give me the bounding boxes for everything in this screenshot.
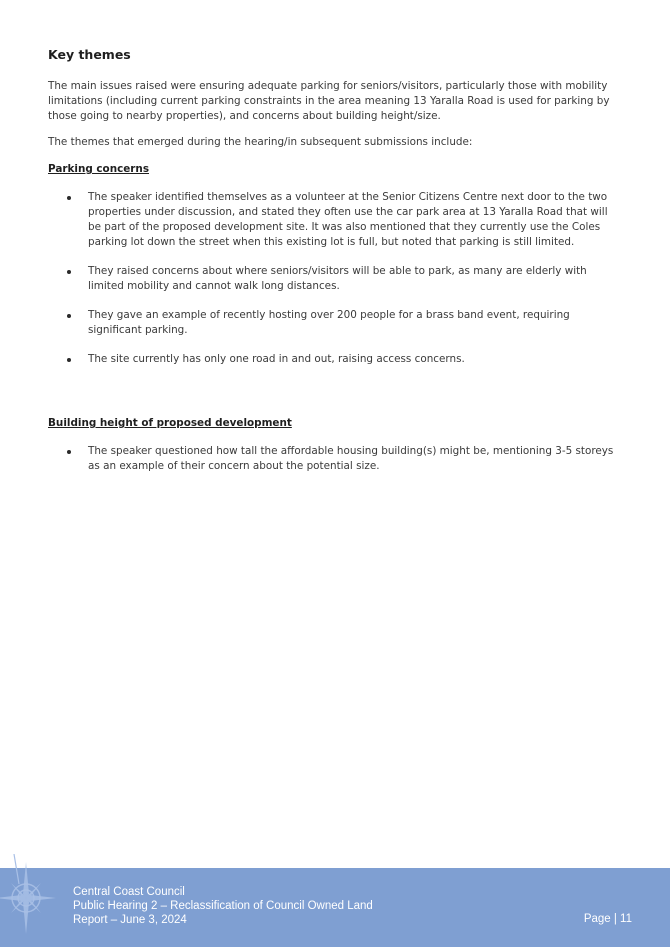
list-item-text: They raised concerns about where seniors/visitors will be able to park, as many are elderly with limited mobility and cannot walk long distances. [88, 265, 587, 292]
section-heading-building-height: Building height of proposed development [48, 417, 292, 429]
footer-organisation: Central Coast Council [73, 886, 185, 898]
list-item-text: The speaker identified themselves as a volunteer at the Senior Citizens Centre next door to the two properties under discussion, and stated they often use the car park area at 13 Yaralla Road that will be part of the proposed development site. It was also mentioned that they currently use the Coles parking lot down the street when this existing lot is full, but noted that parking is still limited. [88, 191, 608, 248]
page-title: Key themes [48, 47, 131, 62]
parking-bullet-list [0, 190, 670, 381]
list-item [0, 352, 618, 367]
building-height-bullet-list [0, 444, 670, 488]
footer-subtitle: Public Hearing 2 – Reclassification of Council Owned Land [73, 900, 373, 912]
compass-star-icon [0, 854, 60, 947]
page-footer [0, 868, 670, 947]
list-item [0, 308, 618, 338]
bullet-icon [67, 450, 71, 454]
bullet-icon [67, 314, 71, 318]
list-item [0, 444, 618, 474]
bullet-icon [67, 270, 71, 274]
footer-report-date: Report – June 3, 2024 [73, 914, 187, 926]
bullet-icon [67, 196, 71, 200]
list-item [0, 264, 618, 294]
intro-paragraph: The main issues raised were ensuring adequate parking for seniors/visitors, particularly those with mobility limitations (including current parking constraints in the area meaning 13 Yaralla Road is used for parking by those going to nearby properties), and concerns about building height/size. [48, 80, 610, 122]
themes-intro-paragraph: The themes that emerged during the hearing/in subsequent submissions include: [48, 136, 473, 148]
list-item [0, 190, 618, 250]
section-heading-parking: Parking concerns [48, 163, 150, 175]
page-number: Page | 11 [583, 913, 632, 925]
footer-text-block [73, 885, 373, 927]
list-item-text: They gave an example of recently hosting over 200 people for a brass band event, requiring significant parking. [88, 309, 570, 336]
list-item-text: The speaker questioned how tall the affordable housing building(s) might be, mentioning 3-5 storeys as an example of their concern about the potential size. [88, 445, 614, 472]
bullet-icon [67, 358, 71, 362]
list-item-text: The site currently has only one road in and out, raising access concerns. [88, 353, 465, 365]
